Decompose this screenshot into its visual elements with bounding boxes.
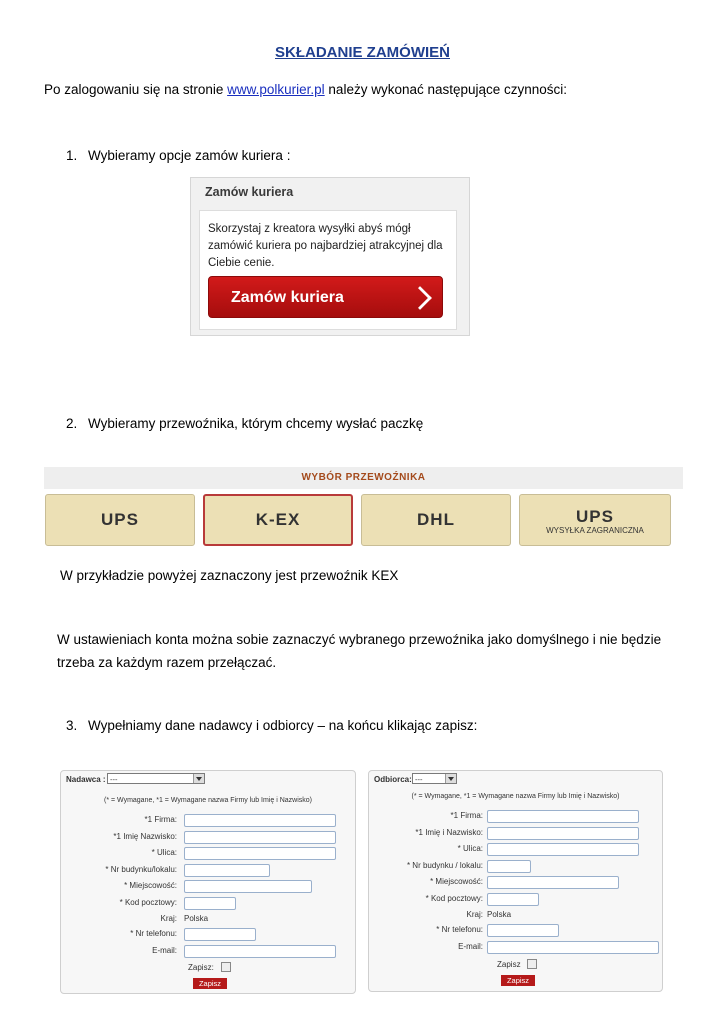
name-input[interactable] — [184, 831, 336, 844]
step-2-number: 2. — [66, 416, 78, 431]
carrier-subtitle: WYSYŁKA ZAGRANICZNA — [546, 526, 644, 535]
carrier-ups-international[interactable] — [519, 494, 671, 546]
company-input[interactable] — [184, 814, 336, 827]
city-input[interactable] — [487, 876, 619, 889]
field-label: * Kod pocztowy: — [119, 898, 177, 907]
field-label: * Miejscowość: — [430, 877, 483, 886]
intro-paragraph — [44, 82, 567, 97]
carrier-name: K-EX — [255, 510, 301, 529]
field-label: *1 Imię Nazwisko: — [113, 832, 177, 841]
sender-select[interactable] — [107, 773, 205, 784]
postal-code-input[interactable] — [487, 893, 539, 906]
recipient-header: Odbiorca: — [374, 775, 412, 784]
field-label: * Nr budynku / lokalu: — [406, 861, 483, 870]
field-label: E-mail: — [152, 946, 177, 955]
recipient-select-value: --- — [415, 775, 423, 784]
field-label: * Ulica: — [151, 848, 177, 857]
field-label: E-mail: — [458, 942, 483, 951]
street-input[interactable] — [184, 847, 336, 860]
street-input[interactable] — [487, 843, 639, 856]
field-label: * Kod pocztowy: — [425, 894, 483, 903]
field-label: Kraj: — [466, 910, 483, 919]
field-label: *1 Firma: — [450, 811, 483, 820]
carrier-name: DHL — [417, 510, 455, 529]
save-checkbox-label: Zapisz — [497, 960, 521, 969]
email-input[interactable] — [184, 945, 336, 958]
save-button[interactable]: Zapisz — [193, 978, 227, 989]
step-2-text: Wybieramy przewoźnika, którym chcemy wysłać paczkę — [88, 416, 424, 431]
field-label: * Nr telefonu: — [436, 925, 483, 934]
carrier-selection-header: WYBÓR PRZEWOŹNIKA — [44, 467, 683, 489]
document-title: SKŁADANIE ZAMÓWIEŃ — [275, 44, 450, 61]
city-input[interactable] — [184, 880, 312, 893]
step-3-number: 3. — [66, 718, 78, 733]
phone-input[interactable] — [487, 924, 559, 937]
carrier-name: UPS — [576, 507, 614, 526]
intro-text-before: Po zalogowaniu się na stronie — [44, 82, 228, 97]
carrier-ups[interactable] — [45, 494, 195, 546]
sender-select-value: --- — [110, 775, 118, 784]
field-label: * Ulica: — [457, 844, 483, 853]
zamow-kuriera-widget — [190, 177, 470, 336]
field-label: * Nr budynku/lokalu: — [105, 865, 177, 874]
required-note: (* = Wymagane, *1 = Wymagane nazwa Firmy lub Imię i Nazwisko) — [411, 793, 620, 800]
country-value: Polska — [184, 914, 209, 923]
save-checkbox-label: Zapisz: — [188, 963, 214, 972]
step-3-text: Wypełniamy dane nadawcy i odbiorcy – na końcu klikając zapisz: — [88, 718, 478, 733]
save-button[interactable]: Zapisz — [501, 975, 535, 986]
building-input[interactable] — [184, 864, 270, 877]
field-label: * Miejscowość: — [124, 881, 177, 890]
recipient-select[interactable] — [412, 773, 457, 784]
step-1-text: Wybieramy opcje zamów kuriera : — [88, 148, 291, 163]
widget-description: Skorzystaj z kreatora wysyłki abyś mógł zamówić kuriera po najbardziej atrakcyjnej dla Ciebie cenie. — [208, 223, 443, 269]
field-label: *1 Imię i Nazwisko: — [415, 828, 483, 837]
chevron-down-icon — [193, 774, 204, 783]
intro-text-after: należy wykonać następujące czynności: — [324, 82, 568, 97]
field-label: Kraj: — [160, 914, 177, 923]
recipient-form — [368, 770, 663, 992]
step-1-number: 1. — [66, 148, 78, 163]
company-input[interactable] — [487, 810, 639, 823]
building-input[interactable] — [487, 860, 531, 873]
required-note: (* = Wymagane, *1 = Wymagane nazwa Firmy lub Imię i Nazwisko) — [103, 797, 312, 804]
zamow-kuriera-button-label: Zamów kuriera — [231, 289, 344, 306]
widget-header: Zamów kuriera — [205, 185, 294, 199]
phone-input[interactable] — [184, 928, 256, 941]
name-input[interactable] — [487, 827, 639, 840]
save-checkbox[interactable] — [221, 962, 231, 972]
email-input[interactable] — [487, 941, 659, 954]
carrier-name: UPS — [101, 510, 139, 529]
sender-header: Nadawca : — [66, 775, 106, 784]
note-default-carrier-line1: W ustawieniach konta można sobie zaznaczyć wybranego przewoźnika jako domyślnego i nie będzie — [57, 632, 662, 647]
carrier-kex[interactable] — [203, 494, 353, 546]
sender-form — [60, 770, 356, 994]
chevron-right-icon — [408, 286, 432, 310]
chevron-down-icon — [445, 774, 456, 783]
country-value: Polska — [487, 910, 512, 919]
zamow-kuriera-button[interactable] — [208, 276, 443, 318]
save-checkbox[interactable] — [527, 959, 537, 969]
field-label: * Nr telefonu: — [130, 929, 177, 938]
note-selected-carrier: W przykładzie powyżej zaznaczony jest przewoźnik KEX — [60, 568, 399, 583]
carrier-dhl[interactable] — [361, 494, 511, 546]
polkurier-link[interactable]: www.polkurier.pl — [227, 82, 325, 97]
field-label: *1 Firma: — [144, 815, 177, 824]
widget-body — [199, 210, 457, 330]
note-default-carrier-line2: trzeba za każdym razem przełączać. — [57, 655, 277, 670]
postal-code-input[interactable] — [184, 897, 236, 910]
